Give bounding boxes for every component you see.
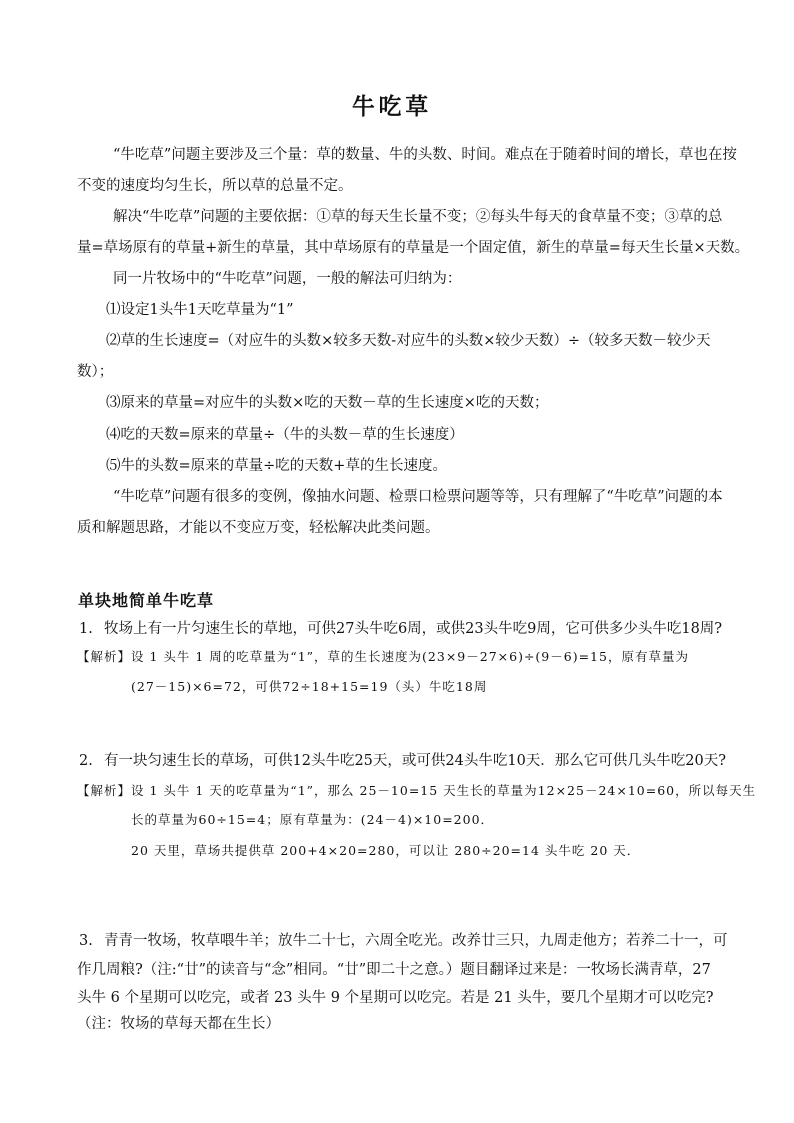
method-step-2-line-1: ⑵草的生长速度=（对应牛的头数×较多天数-对应牛的头数×较少天数）÷（较多天数－较少天 (106, 333, 711, 349)
problem-2-text: 有一块匀速生长的草场，可供12头牛吃25天，或可供24头牛吃10天．那么它可供几头牛吃20天? (104, 753, 727, 769)
method-step-5: ⑸牛的头数=原来的草量÷吃的天数+草的生长速度。 (106, 458, 447, 474)
problem-3-number: 3. (79, 933, 93, 949)
page-title: 牛吃草 (352, 93, 432, 120)
intro-paragraph-4-line-2: 质和解题思路，才能以不变应万变，轻松解决此类问题。 (77, 520, 440, 536)
problem-1-solution-line-2: (27－15)×6=72，可供72÷18+15=19（头）牛吃18周 (131, 679, 488, 694)
section-heading: 单块地简单牛吃草 (78, 591, 215, 610)
problem-3-line-3: 头牛 6 个星期可以吃完，或者 23 头牛 9 个星期可以吃完。若是 21 头牛，要几个星期才可以吃完? (77, 990, 714, 1006)
problem-3-line-2: 作几周粮?（注:“廿”的读音与“念”相同。“廿”即二十之意。）题目翻译过来是：一牧场长满青草，27 (77, 962, 711, 978)
method-step-3: ⑶原来的草量=对应牛的头数×吃的天数－草的生长速度×吃的天数； (106, 395, 549, 411)
problem-1-text: 牧场上有一片匀速生长的草地，可供27头牛吃6周，或供23头牛吃9周，它可供多少头牛吃18周? (104, 621, 723, 637)
intro-paragraph-4-line-1: “牛吃草”问题有很多的变例，像抽水问题、检票口检票问题等等，只有理解了“牛吃草”问题的本 (113, 489, 723, 505)
problem-2-solution-line-1: 【解析】设 1 头牛 1 天的吃草量为“1”，那么 25－10=15 天生长的草量为12×25－24×10=60，所以每天生 (77, 783, 757, 798)
problem-3-line-4: （注：牧场的草每天都在生长） (77, 1016, 280, 1032)
intro-paragraph-1-line-2: 不变的速度均匀生长，所以草的总量不定。 (77, 178, 353, 194)
method-step-4: ⑷吃的天数=原来的草量÷（牛的头数－草的生长速度） (106, 427, 464, 443)
intro-paragraph-3: 同一片牧场中的“牛吃草”问题，一般的解法可归纳为： (113, 271, 462, 287)
intro-paragraph-1-line-1: “牛吃草”问题主要涉及三个量：草的数量、牛的头数、时间。难点在于随着时间的增长，草也在按 (113, 147, 737, 163)
problem-1-number: 1. (79, 621, 93, 637)
problem-2-solution-line-3: 20 天里，草场共提供草 200+4×20=280，可以让 280÷20=14 头牛吃 20 天． (131, 843, 641, 858)
problem-3-line-1: 青青一牧场，牧草喂牛羊；放牛二十七，六周全吃光。改养廿三只，九周走他方；若养二十一，可 (104, 933, 728, 949)
method-step-2-line-2: 数）； (77, 364, 114, 380)
intro-paragraph-2-line-1: 解决“牛吃草”问题的主要依据：①草的每天生长量不变；②每头牛每天的食草量不变；③草的总 (113, 209, 723, 225)
method-step-1: ⑴设定1头牛1天吃草量为“1” (106, 302, 294, 318)
problem-2-solution-line-2: 长的草量为60÷15=4；原有草量为：(24－4)×10=200． (131, 812, 495, 827)
problem-2-number: 2. (79, 753, 93, 769)
intro-paragraph-2-line-2: 量=草场原有的草量+新生的草量，其中草场原有的草量是一个固定值，新生的草量=每天生长量×天数。 (77, 240, 750, 256)
problem-1-solution-line-1: 【解析】设 1 头牛 1 周的吃草量为“1”，草的生长速度为(23×9－27×6)÷(9－6)=15，原有草量为 (77, 649, 689, 664)
